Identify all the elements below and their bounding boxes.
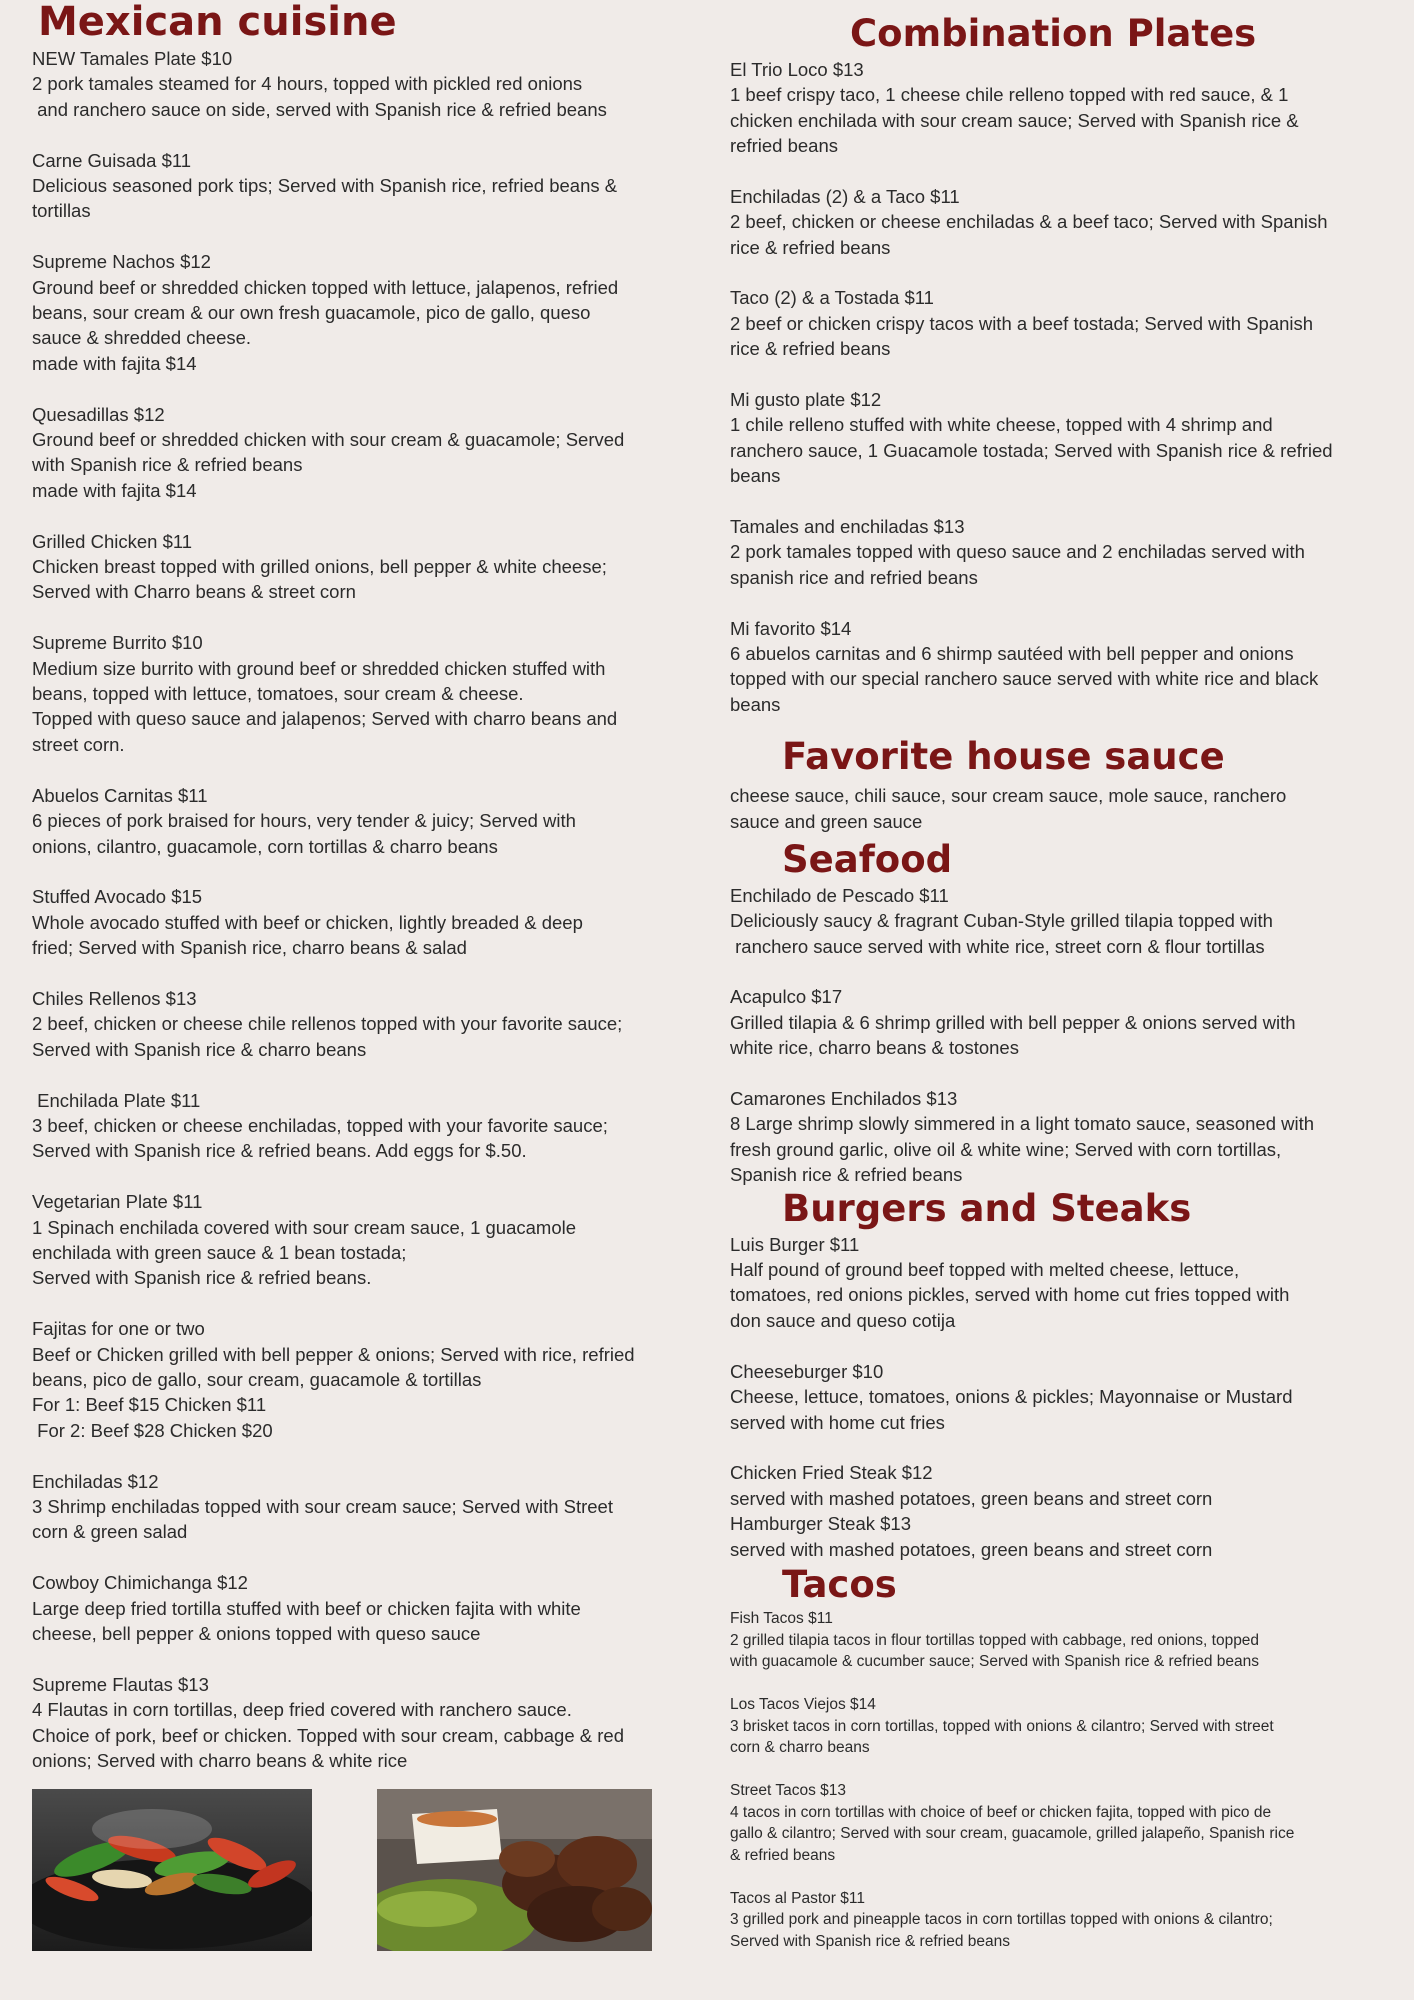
menu-item — [32, 529, 712, 605]
menu-item-name: Camarones Enchilados $13 — [730, 1087, 958, 1109]
menu-item — [730, 1460, 1410, 1562]
menu-item-name: Chiles Rellenos $13 — [32, 987, 197, 1009]
menu-item-name: El Trio Loco $13 — [730, 58, 864, 80]
food-photos — [32, 1789, 652, 1951]
menu-item-description: 3 Shrimp enchiladas topped with sour cream sauce; Served with Street — [32, 1495, 613, 1517]
menu-item-description: served with mashed potatoes, green beans and street corn — [730, 1487, 1213, 1509]
menu-item — [32, 148, 712, 224]
menu-item — [730, 616, 1410, 718]
house-sauce-text — [730, 783, 1410, 834]
menu-item-name: Enchilada Plate $11 — [32, 1089, 201, 1111]
menu-item-name: Cheeseburger $10 — [730, 1360, 884, 1382]
menu-item — [730, 184, 1410, 260]
menu-item-description: served with home cut fries — [730, 1411, 945, 1433]
menu-item — [32, 249, 712, 376]
menu-item-description: 8 Large shrimp slowly simmered in a light tomato sauce, seasoned with — [730, 1113, 1315, 1135]
menu-item — [32, 1189, 712, 1291]
menu-item-description: topped with our special ranchero sauce served with white rice and black — [730, 668, 1319, 690]
menu-item-name: NEW Tamales Plate $10 — [32, 48, 233, 69]
menu-item-description: Ground beef or shredded chicken topped with lettuce, jalapenos, refried — [32, 276, 619, 298]
menu-item-description: Served with Charro beans & street corn — [32, 581, 356, 603]
menu-item-description: Beef or Chicken grilled with bell pepper & onions; Served with rice, refried — [32, 1343, 635, 1365]
menu-item-description: Grilled tilapia & 6 shrimp grilled with bell pepper & onions served with — [730, 1011, 1296, 1033]
menu-item-description: Medium size burrito with ground beef or shredded chicken stuffed with — [32, 657, 606, 679]
menu-item — [730, 1086, 1410, 1188]
menu-item-name: Taco (2) & a Tostada $11 — [730, 287, 934, 309]
fajitas-photo — [32, 1789, 312, 1951]
seafood-list — [730, 883, 1410, 1188]
menu-item-description: rice & refried beans — [730, 236, 891, 258]
menu-item-description: tomatoes, red onions pickles, served with home cut fries topped with — [730, 1284, 1290, 1306]
menu-item-name: Fajitas for one or two — [32, 1318, 205, 1340]
menu-item-description: Choice of pork, beef or chicken. Topped with sour cream, cabbage & red — [32, 1724, 624, 1746]
menu-item-description: 2 beef, chicken or cheese enchiladas & a beef taco; Served with Spanish — [730, 211, 1328, 233]
menu-item — [32, 402, 712, 504]
menu-item — [730, 1888, 1410, 1953]
section-title-house-sauce: Favorite house sauce — [782, 734, 1225, 778]
menu-item-description: 1 Spinach enchilada covered with sour cream sauce, 1 guacamole — [32, 1216, 577, 1238]
menu-item-name: Chicken Fried Steak $12 — [730, 1462, 933, 1484]
left-column — [32, 0, 712, 1799]
menu-item-description: Served with Spanish rice & refried beans. Add eggs for $.50. — [32, 1140, 527, 1162]
menu-item — [32, 1469, 712, 1545]
menu-item-description: ranchero sauce, 1 Guacamole tostada; Served with Spanish rice & refried — [730, 439, 1333, 461]
menu-item-description: tortillas — [32, 200, 91, 222]
menu-item-description: Hamburger Steak $13 — [730, 1513, 911, 1535]
menu-item-name: Enchilado de Pescado $11 — [730, 884, 949, 906]
menu-item-description: 2 grilled tilapia tacos in flour tortillas topped with cabbage, red onions, topped — [730, 1631, 1260, 1649]
menu-item-description: Served with Spanish rice & refried beans. — [32, 1267, 372, 1289]
menu-item-description: rice & refried beans — [730, 338, 891, 360]
carnitas-with-sauce-image — [377, 1789, 652, 1951]
menu-item-description: & refried beans — [730, 1846, 836, 1864]
menu-item-name: Abuelos Carnitas $11 — [32, 784, 208, 806]
menu-item-description: 1 chile relleno stuffed with white cheese, topped with 4 shrimp and — [730, 414, 1273, 436]
menu-item — [730, 285, 1410, 361]
menu-item-name: Enchiladas $12 — [32, 1470, 159, 1492]
section-title-burgers-and-steaks: Burgers and Steaks — [782, 1186, 1192, 1230]
menu-item — [730, 1780, 1410, 1866]
menu-item-description: made with fajita $14 — [32, 479, 197, 501]
menu-item — [730, 57, 1410, 159]
menu-item-description: Delicious seasoned pork tips; Served with Spanish rice, refried beans & — [32, 175, 618, 197]
menu-item — [32, 1316, 712, 1443]
menu-item-description: don sauce and queso cotija — [730, 1309, 956, 1331]
menu-item-name: Tacos al Pastor $11 — [730, 1889, 865, 1907]
menu-item-description: 2 beef, chicken or cheese chile rellenos topped with your favorite sauce; — [32, 1013, 623, 1035]
menu-item-description: 2 pork tamales steamed for 4 hours, topped with pickled red onions — [32, 73, 583, 95]
menu-item-description: sauce & shredded cheese. — [32, 327, 252, 349]
menu-item-description: Large deep fried tortilla stuffed with beef or chicken fajita with white — [32, 1597, 581, 1619]
menu-item — [32, 46, 712, 122]
combination-plates-list — [730, 57, 1410, 717]
menu-item-name: Luis Burger $11 — [730, 1233, 860, 1255]
menu-item — [32, 986, 712, 1062]
menu-item-description: Ground beef or shredded chicken with sour cream & guacamole; Served — [32, 429, 625, 451]
menu-item — [730, 387, 1410, 489]
menu-item-description: gallo & cilantro; Served with sour cream, guacamole, grilled jalapeño, Spanish rice — [730, 1825, 1295, 1842]
tacos-list — [730, 1608, 1410, 1952]
menu-item-description: beans — [730, 465, 781, 487]
menu-item-name: Vegetarian Plate $11 — [32, 1191, 203, 1213]
menu-item-name: Stuffed Avocado $15 — [32, 886, 203, 908]
menu-item-name: Grilled Chicken $11 — [32, 530, 193, 552]
menu-item-description: beans — [730, 693, 781, 715]
menu-item-description: beans, sour cream & our own fresh guacamole, pico de gallo, queso — [32, 302, 591, 324]
menu-item-description: refried beans — [730, 134, 838, 156]
menu-item-description: For 1: Beef $15 Chicken $11 — [32, 1394, 267, 1416]
menu-item-description: Chicken breast topped with grilled onions, bell pepper & white cheese; — [32, 556, 607, 578]
menu-item-description: chicken enchilada with sour cream sauce; Served with Spanish rice & — [730, 109, 1299, 131]
section-title-combination-plates: Combination Plates — [850, 12, 1257, 55]
menu-item-name: Supreme Flautas $13 — [32, 1673, 209, 1695]
menu-item — [730, 984, 1410, 1060]
menu-item-name: Quesadillas $12 — [32, 403, 165, 425]
menu-item — [32, 1570, 712, 1646]
mexican-cuisine-list — [32, 46, 712, 1773]
menu-item-name: Mi favorito $14 — [730, 617, 852, 639]
menu-item-description: Cheese, lettuce, tomatoes, onions & pickles; Mayonnaise or Mustard — [730, 1386, 1293, 1408]
fajitas-skillet-image — [32, 1789, 312, 1951]
menu-item-description: beans, topped with lettuce, tomatoes, sour cream & cheese. — [32, 683, 524, 705]
menu-item-name: Acapulco $17 — [730, 986, 843, 1008]
section-title-seafood: Seafood — [782, 838, 953, 882]
menu-item-name: Supreme Burrito $10 — [32, 632, 203, 654]
menu-item — [32, 884, 712, 960]
sauce-line: cheese sauce, chili sauce, sour cream sauce, mole sauce, ranchero — [730, 785, 1287, 807]
menu-item-description: white rice, charro beans & tostones — [730, 1037, 1019, 1059]
menu-item-name: Enchiladas (2) & a Taco $11 — [730, 185, 960, 207]
menu-item-name: Los Tacos Viejos $14 — [730, 1696, 876, 1713]
menu-item — [730, 1232, 1410, 1334]
right-column — [730, 0, 1410, 1974]
menu-item-description: Deliciously saucy & fragrant Cuban-Style grilled tilapia topped with — [730, 910, 1273, 932]
menu-item-description: made with fajita $14 — [32, 352, 197, 374]
menu-item-description: 3 grilled pork and pineapple tacos in corn tortillas topped with onions & cilantro; — [730, 1911, 1273, 1928]
burgers-list — [730, 1232, 1410, 1562]
menu-item-description: Spanish rice & refried beans — [730, 1164, 963, 1186]
carnitas-photo — [377, 1789, 652, 1951]
menu-item-description: 4 Flautas in corn tortillas, deep fried covered with ranchero sauce. — [32, 1699, 572, 1721]
menu-item-description: 2 beef or chicken crispy tacos with a beef tostada; Served with Spanish — [730, 312, 1314, 334]
menu-item-name: Fish Tacos $11 — [730, 1610, 833, 1627]
section-title-mexican-cuisine: Mexican cuisine — [38, 0, 397, 45]
menu-item-description: corn & charro beans — [730, 1739, 870, 1756]
sauce-line: sauce and green sauce — [730, 810, 923, 832]
menu-item-description: spanish rice and refried beans — [730, 566, 978, 588]
menu-item — [32, 630, 712, 757]
menu-item-description: 3 beef, chicken or cheese enchiladas, topped with your favorite sauce; — [32, 1114, 608, 1136]
menu-item-description: onions, cilantro, guacamole, corn tortillas & charro beans — [32, 835, 498, 857]
menu-item-description: cheese, bell pepper & onions topped with queso sauce — [32, 1622, 481, 1644]
menu-item-description: onions; Served with charro beans & white rice — [32, 1750, 408, 1771]
menu-item-description: For 2: Beef $28 Chicken $20 — [32, 1419, 273, 1441]
menu-item-name: Carne Guisada $11 — [32, 149, 192, 171]
menu-item — [32, 1088, 712, 1164]
section-title-tacos: Tacos — [782, 1563, 897, 1607]
menu-item-description: Topped with queso sauce and jalapenos; Served with charro beans and — [32, 708, 618, 730]
menu-item-description: 6 pieces of pork braised for hours, very tender & juicy; Served with — [32, 810, 576, 832]
menu-item-description: ranchero sauce served with white rice, street corn & flour tortillas — [730, 935, 1265, 957]
menu-item-description: Served with Spanish rice & charro beans — [32, 1038, 367, 1060]
menu-item — [32, 783, 712, 859]
menu-item-description: Whole avocado stuffed with beef or chicken, lightly breaded & deep — [32, 911, 583, 933]
menu-item — [730, 514, 1410, 590]
menu-item-name: Tamales and enchiladas $13 — [730, 515, 965, 537]
menu-item-name: Mi gusto plate $12 — [730, 388, 882, 410]
menu-item-description: fresh ground garlic, olive oil & white wine; Served with corn tortillas, — [730, 1138, 1282, 1160]
menu-item-description: and ranchero sauce on side, served with Spanish rice & refried beans — [32, 98, 607, 120]
menu-item-description: 1 beef crispy taco, 1 cheese chile relleno topped with red sauce, & 1 — [730, 84, 1289, 106]
menu-item — [730, 883, 1410, 959]
menu-item-description: Served with Spanish rice & refried beans — [730, 1932, 1011, 1950]
menu-item-description: 4 tacos in corn tortillas with choice of beef or chicken fajita, topped with pico de — [730, 1803, 1272, 1821]
menu-item-description: 2 pork tamales topped with queso sauce and 2 enchiladas served with — [730, 541, 1305, 563]
menu-item-description: 3 brisket tacos in corn tortillas, topped with onions & cilantro; Served with street — [730, 1717, 1274, 1735]
menu-item — [730, 1359, 1410, 1435]
menu-item-name: Cowboy Chimichanga $12 — [32, 1572, 248, 1594]
menu-item-description: beans, pico de gallo, sour cream, guacamole & tortillas — [32, 1368, 482, 1390]
menu-item-description: Half pound of ground beef topped with melted cheese, lettuce, — [730, 1259, 1240, 1281]
menu-item — [730, 1694, 1410, 1759]
menu-item-name: Supreme Nachos $12 — [32, 251, 211, 273]
menu-item-description: corn & green salad — [32, 1521, 188, 1543]
menu-item-description: with Spanish rice & refried beans — [32, 454, 303, 476]
menu-item-description: enchilada with green sauce & 1 bean tostada; — [32, 1241, 407, 1263]
menu-item-description: served with mashed potatoes, green beans and street corn — [730, 1538, 1213, 1560]
menu-item — [730, 1608, 1410, 1673]
menu-item-name: Street Tacos $13 — [730, 1782, 847, 1799]
menu-item-description: street corn. — [32, 733, 125, 755]
menu-item — [32, 1672, 712, 1774]
menu-item-description: 6 abuelos carnitas and 6 shirmp sautéed with bell pepper and onions — [730, 642, 1294, 664]
menu-item-description: fried; Served with Spanish rice, charro beans & salad — [32, 937, 467, 959]
menu-item-description: with guacamole & cucumber sauce; Served with Spanish rice & refried beans — [730, 1653, 1259, 1670]
